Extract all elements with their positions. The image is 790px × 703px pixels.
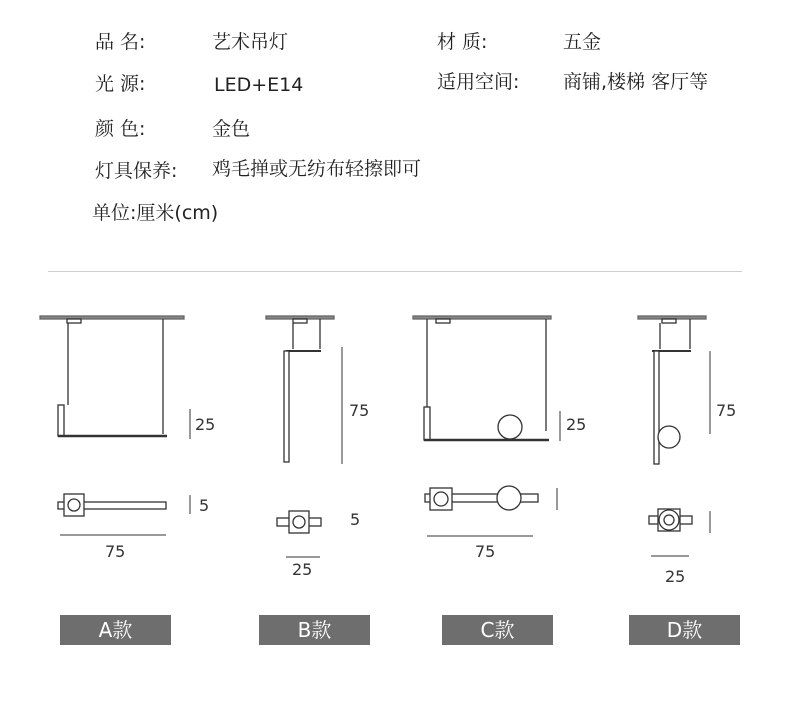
- model-a-drawing: [40, 316, 190, 535]
- spec-care-value: 鸡毛掸或无纺布轻擦即可: [212, 158, 422, 180]
- spec-material-value: 五金: [563, 31, 602, 53]
- model-c-width-dim: 75: [475, 542, 496, 561]
- model-a-label: A款: [60, 615, 171, 645]
- model-b-label: B款: [259, 615, 370, 645]
- unit-note: 单位:厘米(cm): [92, 202, 219, 224]
- model-a-width-dim: 75: [105, 542, 126, 561]
- spec-name-value: 艺术吊灯: [212, 31, 289, 53]
- spec-space-label: 适用空间:: [437, 71, 520, 93]
- model-b-depth-dim: 5: [350, 510, 361, 529]
- spec-care-label: 灯具保养:: [95, 160, 178, 182]
- spec-material-label: 材 质:: [437, 31, 488, 53]
- model-a-depth-dim: 5: [199, 496, 210, 515]
- spec-color-label: 颜 色:: [95, 118, 146, 140]
- model-d-label: D款: [629, 615, 740, 645]
- model-d-drawing: [638, 316, 710, 556]
- model-b-height-dim: 75: [349, 401, 370, 420]
- model-b-width-dim: 25: [292, 560, 313, 579]
- model-c-height-dim: 25: [566, 415, 587, 434]
- model-b-drawing: [266, 316, 342, 557]
- spec-name-label: 品 名:: [95, 31, 146, 53]
- model-d-width-dim: 25: [665, 567, 686, 586]
- spec-space-value: 商铺,楼梯 客厅等: [563, 71, 709, 93]
- model-c-drawing: [413, 316, 560, 536]
- model-a-height-dim: 25: [195, 415, 216, 434]
- spec-light-label: 光 源:: [95, 73, 146, 95]
- model-d-height-dim: 75: [716, 401, 737, 420]
- model-c-label: C款: [442, 615, 553, 645]
- spec-color-value: 金色: [212, 118, 251, 140]
- spec-light-value: LED+E14: [214, 74, 304, 96]
